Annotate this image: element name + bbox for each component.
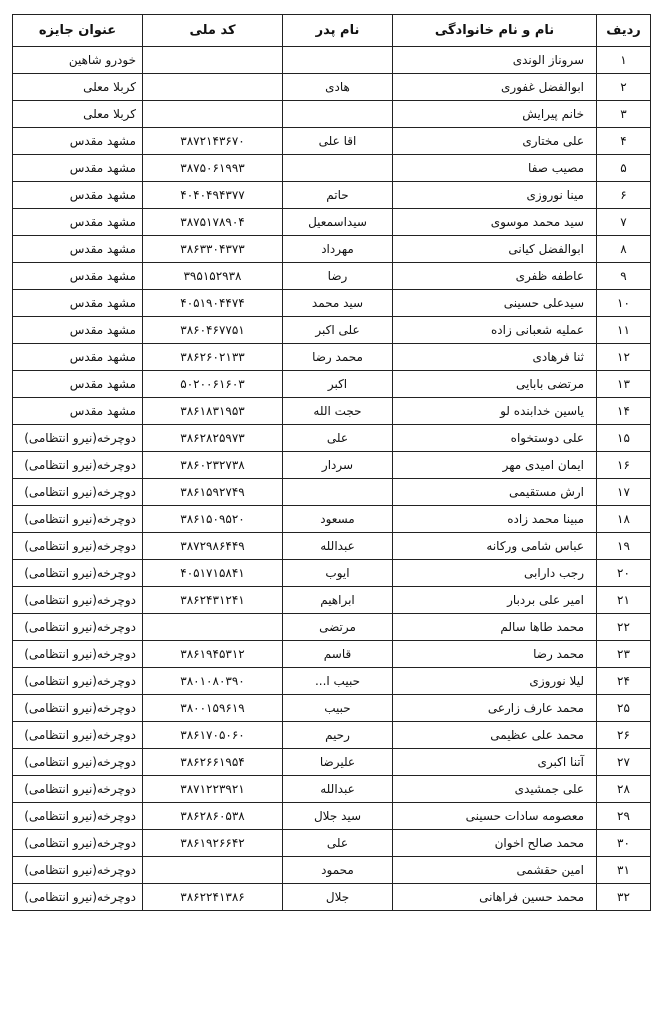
father-name: علیرضا bbox=[283, 749, 393, 776]
national-code: ۳۸۶۱۹۴۵۳۱۲ bbox=[143, 641, 283, 668]
full-name: سید محمد موسوی bbox=[393, 209, 597, 236]
father-name: رحیم bbox=[283, 722, 393, 749]
table-row bbox=[13, 155, 651, 182]
national-code: ۳۸۰۱۰۸۰۳۹۰ bbox=[143, 668, 283, 695]
national-code bbox=[143, 74, 283, 101]
table-row bbox=[13, 344, 651, 371]
father-name: سردار bbox=[283, 452, 393, 479]
header-national-code: کد ملی bbox=[143, 15, 283, 47]
table-row bbox=[13, 614, 651, 641]
award-title: کربلا معلی bbox=[13, 101, 143, 128]
table-row bbox=[13, 236, 651, 263]
table-row bbox=[13, 668, 651, 695]
father-name: اکبر bbox=[283, 371, 393, 398]
table-row bbox=[13, 47, 651, 74]
row-number: ۲۶ bbox=[597, 722, 651, 749]
table-row bbox=[13, 749, 651, 776]
table-row bbox=[13, 506, 651, 533]
father-name: اقا علی bbox=[283, 128, 393, 155]
national-code: ۳۸۰۰۱۵۹۶۱۹ bbox=[143, 695, 283, 722]
father-name: محمد رضا bbox=[283, 344, 393, 371]
national-code: ۳۸۷۵۰۶۱۹۹۳ bbox=[143, 155, 283, 182]
table-row bbox=[13, 722, 651, 749]
full-name: ابوالفضل کیانی bbox=[393, 236, 597, 263]
full-name: عاطفه ظفری bbox=[393, 263, 597, 290]
father-name: مسعود bbox=[283, 506, 393, 533]
header-full-name: نام و نام خانوادگی bbox=[393, 15, 597, 47]
father-name bbox=[283, 47, 393, 74]
father-name bbox=[283, 479, 393, 506]
father-name: رضا bbox=[283, 263, 393, 290]
award-title: دوچرخه(نیرو انتظامی) bbox=[13, 722, 143, 749]
table-row bbox=[13, 74, 651, 101]
award-title: مشهد مقدس bbox=[13, 317, 143, 344]
father-name: حبیب bbox=[283, 695, 393, 722]
table-row bbox=[13, 830, 651, 857]
father-name bbox=[283, 101, 393, 128]
header-row-no: ردیف bbox=[597, 15, 651, 47]
row-number: ۲۳ bbox=[597, 641, 651, 668]
national-code: ۳۸۷۱۲۲۳۹۲۱ bbox=[143, 776, 283, 803]
full-name: ایمان امیدی مهر bbox=[393, 452, 597, 479]
national-code bbox=[143, 857, 283, 884]
full-name: علی مختاری bbox=[393, 128, 597, 155]
award-title: دوچرخه(نیرو انتظامی) bbox=[13, 587, 143, 614]
full-name: محمد علی عظیمی bbox=[393, 722, 597, 749]
father-name: ایوب bbox=[283, 560, 393, 587]
full-name: مرتضی بابایی bbox=[393, 371, 597, 398]
award-title: دوچرخه(نیرو انتظامی) bbox=[13, 533, 143, 560]
award-title: دوچرخه(نیرو انتظامی) bbox=[13, 425, 143, 452]
row-number: ۱۱ bbox=[597, 317, 651, 344]
award-title: مشهد مقدس bbox=[13, 209, 143, 236]
father-name: مرتضی bbox=[283, 614, 393, 641]
award-title: دوچرخه(نیرو انتظامی) bbox=[13, 830, 143, 857]
award-title: دوچرخه(نیرو انتظامی) bbox=[13, 614, 143, 641]
award-title: دوچرخه(نیرو انتظامی) bbox=[13, 695, 143, 722]
row-number: ۱۲ bbox=[597, 344, 651, 371]
award-title: مشهد مقدس bbox=[13, 263, 143, 290]
full-name: علی جمشیدی bbox=[393, 776, 597, 803]
full-name: امیر علی بردبار bbox=[393, 587, 597, 614]
row-number: ۴ bbox=[597, 128, 651, 155]
father-name: محمود bbox=[283, 857, 393, 884]
full-name: رجب دارابی bbox=[393, 560, 597, 587]
row-number: ۲۷ bbox=[597, 749, 651, 776]
row-number: ۱۷ bbox=[597, 479, 651, 506]
header-row bbox=[13, 15, 651, 47]
table-row bbox=[13, 560, 651, 587]
father-name: جلال bbox=[283, 884, 393, 911]
father-name: سیداسمعیل bbox=[283, 209, 393, 236]
award-title: دوچرخه(نیرو انتظامی) bbox=[13, 857, 143, 884]
row-number: ۳۰ bbox=[597, 830, 651, 857]
full-name: ثنا فرهادی bbox=[393, 344, 597, 371]
full-name: یاسین خدابنده لو bbox=[393, 398, 597, 425]
row-number: ۲ bbox=[597, 74, 651, 101]
full-name: محمد عارف زارعی bbox=[393, 695, 597, 722]
row-number: ۳۲ bbox=[597, 884, 651, 911]
father-name: قاسم bbox=[283, 641, 393, 668]
row-number: ۱۸ bbox=[597, 506, 651, 533]
full-name: ابوالفضل غفوری bbox=[393, 74, 597, 101]
award-title: دوچرخه(نیرو انتظامی) bbox=[13, 668, 143, 695]
national-code: ۳۸۶۲۶۶۱۹۵۴ bbox=[143, 749, 283, 776]
father-name bbox=[283, 155, 393, 182]
row-number: ۷ bbox=[597, 209, 651, 236]
national-code: ۳۸۶۱۸۳۱۹۵۳ bbox=[143, 398, 283, 425]
winners-table bbox=[12, 14, 651, 911]
row-number: ۳۱ bbox=[597, 857, 651, 884]
national-code: ۳۸۶۱۵۹۲۷۴۹ bbox=[143, 479, 283, 506]
table-row bbox=[13, 533, 651, 560]
national-code: ۳۸۶۲۶۰۲۱۳۳ bbox=[143, 344, 283, 371]
row-number: ۲۹ bbox=[597, 803, 651, 830]
father-name: عبدالله bbox=[283, 776, 393, 803]
award-title: مشهد مقدس bbox=[13, 182, 143, 209]
row-number: ۱۵ bbox=[597, 425, 651, 452]
national-code: ۳۸۷۲۹۸۶۴۴۹ bbox=[143, 533, 283, 560]
award-title: دوچرخه(نیرو انتظامی) bbox=[13, 641, 143, 668]
national-code: ۳۹۵۱۵۲۹۳۸ bbox=[143, 263, 283, 290]
full-name: آتنا اکبری bbox=[393, 749, 597, 776]
row-number: ۸ bbox=[597, 236, 651, 263]
award-title: کربلا معلی bbox=[13, 74, 143, 101]
father-name: سید جلال bbox=[283, 803, 393, 830]
table-row bbox=[13, 371, 651, 398]
table-row bbox=[13, 182, 651, 209]
full-name: سیدعلی حسینی bbox=[393, 290, 597, 317]
father-name: حجت الله bbox=[283, 398, 393, 425]
award-title: دوچرخه(نیرو انتظامی) bbox=[13, 479, 143, 506]
father-name: علی bbox=[283, 830, 393, 857]
table-row bbox=[13, 641, 651, 668]
national-code: ۳۸۷۵۱۷۸۹۰۴ bbox=[143, 209, 283, 236]
full-name: محمد صالح اخوان bbox=[393, 830, 597, 857]
row-number: ۲۱ bbox=[597, 587, 651, 614]
award-title: مشهد مقدس bbox=[13, 236, 143, 263]
full-name: علی دوستخواه bbox=[393, 425, 597, 452]
award-title: مشهد مقدس bbox=[13, 398, 143, 425]
table-row bbox=[13, 452, 651, 479]
father-name: عبدالله bbox=[283, 533, 393, 560]
full-name: معصومه سادات حسینی bbox=[393, 803, 597, 830]
row-number: ۱۰ bbox=[597, 290, 651, 317]
full-name: مصیب صفا bbox=[393, 155, 597, 182]
table-row bbox=[13, 803, 651, 830]
award-title: دوچرخه(نیرو انتظامی) bbox=[13, 560, 143, 587]
full-name: محمد طاها سالم bbox=[393, 614, 597, 641]
award-title: مشهد مقدس bbox=[13, 344, 143, 371]
national-code: ۳۸۶۱۷۰۵۰۶۰ bbox=[143, 722, 283, 749]
national-code: ۳۸۶۰۴۶۷۷۵۱ bbox=[143, 317, 283, 344]
national-code: ۳۸۷۲۱۴۳۶۷۰ bbox=[143, 128, 283, 155]
row-number: ۶ bbox=[597, 182, 651, 209]
table-row bbox=[13, 398, 651, 425]
award-title: مشهد مقدس bbox=[13, 155, 143, 182]
national-code: ۵۰۲۰۰۶۱۶۰۳ bbox=[143, 371, 283, 398]
award-title: مشهد مقدس bbox=[13, 290, 143, 317]
table-row bbox=[13, 695, 651, 722]
national-code: ۳۸۶۱۵۰۹۵۲۰ bbox=[143, 506, 283, 533]
table-row bbox=[13, 776, 651, 803]
national-code: ۴۰۵۱۹۰۴۴۷۴ bbox=[143, 290, 283, 317]
table-row bbox=[13, 290, 651, 317]
father-name: مهرداد bbox=[283, 236, 393, 263]
table-row bbox=[13, 263, 651, 290]
header-award: عنوان جایزه bbox=[13, 15, 143, 47]
row-number: ۱۶ bbox=[597, 452, 651, 479]
national-code bbox=[143, 47, 283, 74]
full-name: امین حقشمی bbox=[393, 857, 597, 884]
national-code: ۳۸۶۰۲۳۲۷۳۸ bbox=[143, 452, 283, 479]
full-name: لیلا نوروزی bbox=[393, 668, 597, 695]
full-name: مینا نوروزی bbox=[393, 182, 597, 209]
full-name: عباس شامی ورکانه bbox=[393, 533, 597, 560]
full-name: محمد حسین فراهانی bbox=[393, 884, 597, 911]
national-code: ۳۸۶۲۲۴۱۳۸۶ bbox=[143, 884, 283, 911]
row-number: ۲۲ bbox=[597, 614, 651, 641]
national-code bbox=[143, 614, 283, 641]
row-number: ۵ bbox=[597, 155, 651, 182]
row-number: ۱۳ bbox=[597, 371, 651, 398]
table-row bbox=[13, 425, 651, 452]
father-name: هادی bbox=[283, 74, 393, 101]
row-number: ۱۴ bbox=[597, 398, 651, 425]
father-name: حبیب ا... bbox=[283, 668, 393, 695]
father-name: حاتم bbox=[283, 182, 393, 209]
full-name: محمد رضا bbox=[393, 641, 597, 668]
award-title: دوچرخه(نیرو انتظامی) bbox=[13, 803, 143, 830]
table-row bbox=[13, 317, 651, 344]
row-number: ۳ bbox=[597, 101, 651, 128]
national-code: ۴۰۵۱۷۱۵۸۴۱ bbox=[143, 560, 283, 587]
row-number: ۲۰ bbox=[597, 560, 651, 587]
national-code: ۳۸۶۲۸۲۵۹۷۳ bbox=[143, 425, 283, 452]
award-title: دوچرخه(نیرو انتظامی) bbox=[13, 452, 143, 479]
table-row bbox=[13, 857, 651, 884]
row-number: ۲۵ bbox=[597, 695, 651, 722]
table-row bbox=[13, 128, 651, 155]
award-title: خودرو شاهین bbox=[13, 47, 143, 74]
table-row bbox=[13, 479, 651, 506]
full-name: مبینا محمد زاده bbox=[393, 506, 597, 533]
full-name: خانم پیرایش bbox=[393, 101, 597, 128]
row-number: ۲۸ bbox=[597, 776, 651, 803]
row-number: ۱ bbox=[597, 47, 651, 74]
award-title: دوچرخه(نیرو انتظامی) bbox=[13, 749, 143, 776]
father-name: ابراهیم bbox=[283, 587, 393, 614]
row-number: ۹ bbox=[597, 263, 651, 290]
table-row bbox=[13, 209, 651, 236]
national-code: ۳۸۶۲۴۳۱۲۴۱ bbox=[143, 587, 283, 614]
national-code: ۳۸۶۲۸۶۰۵۳۸ bbox=[143, 803, 283, 830]
father-name: علی اکبر bbox=[283, 317, 393, 344]
table-row bbox=[13, 884, 651, 911]
father-name: سید محمد bbox=[283, 290, 393, 317]
table-row bbox=[13, 101, 651, 128]
national-code: ۳۸۶۳۳۰۴۳۷۳ bbox=[143, 236, 283, 263]
award-title: دوچرخه(نیرو انتظامی) bbox=[13, 884, 143, 911]
award-title: دوچرخه(نیرو انتظامی) bbox=[13, 776, 143, 803]
row-number: ۱۹ bbox=[597, 533, 651, 560]
row-number: ۲۴ bbox=[597, 668, 651, 695]
national-code bbox=[143, 101, 283, 128]
full-name: سروناز الوندی bbox=[393, 47, 597, 74]
table-row bbox=[13, 587, 651, 614]
full-name: عملیه شعبانی زاده bbox=[393, 317, 597, 344]
national-code: ۳۸۶۱۹۲۶۶۴۲ bbox=[143, 830, 283, 857]
award-title: مشهد مقدس bbox=[13, 128, 143, 155]
award-title: دوچرخه(نیرو انتظامی) bbox=[13, 506, 143, 533]
table-body bbox=[13, 47, 651, 911]
header-father-name: نام پدر bbox=[283, 15, 393, 47]
full-name: ارش مستقیمی bbox=[393, 479, 597, 506]
national-code: ۴۰۴۰۴۹۴۳۷۷ bbox=[143, 182, 283, 209]
award-title: مشهد مقدس bbox=[13, 371, 143, 398]
father-name: علی bbox=[283, 425, 393, 452]
